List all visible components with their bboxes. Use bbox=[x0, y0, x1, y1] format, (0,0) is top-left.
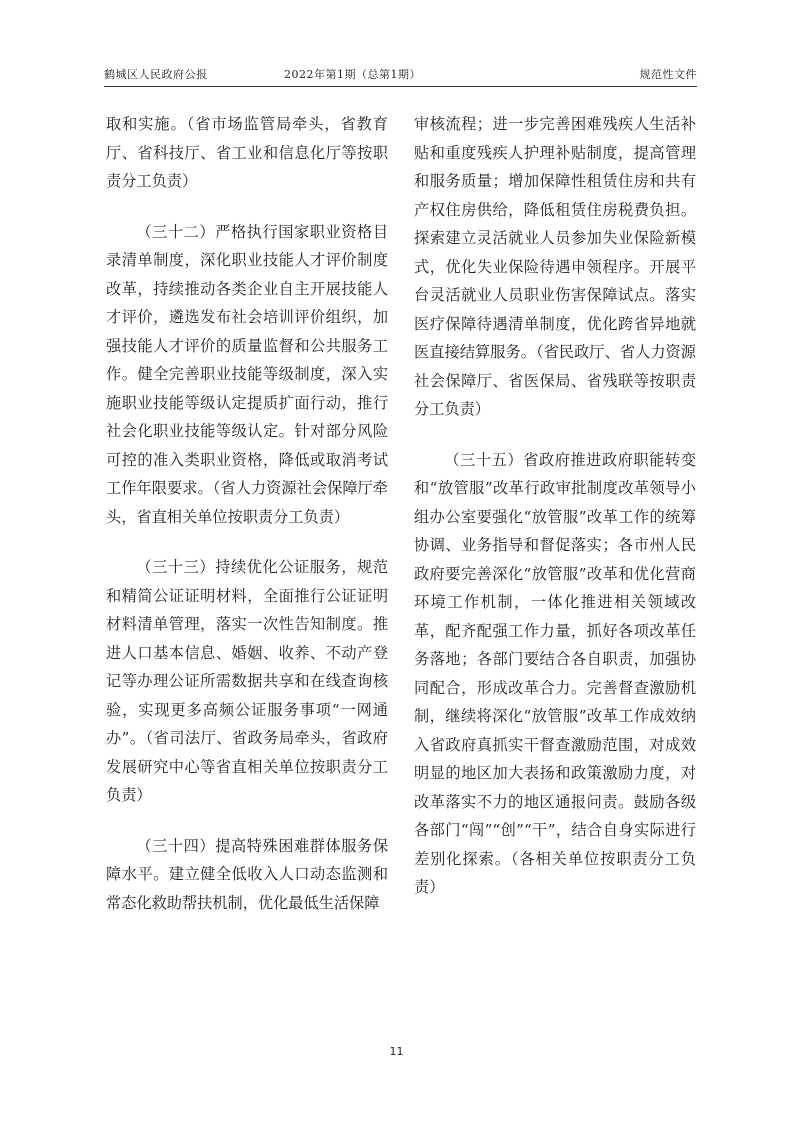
paragraph-34: （三十四）提高特殊困难群体服务保障水平。建立健全低收入人口动态监测和常态化救助帮扶机制，优化最低生活保障 bbox=[106, 836, 388, 912]
paragraph-32: （三十二）严格执行国家职业资格目录清单制度，深化职业技能人才评价制度改革，持续推动各类企业自主开展技能人才评价，遴选发布社会培训评价组织，加强技能人才评价的质量监督和公共服务工作。健全完善职业技能等级制度，深入实施职业技能等级认定提质扩面行动，推行社会化职业技能等级认定。针对部分风险可控的准入类职业资格，降低或取消考试工作年限要求。（省人力资源社会保障厅牵头，省直相关单位按职责分工负责） bbox=[106, 222, 388, 526]
issue-info: 2022年第1期（总第1期） bbox=[284, 68, 421, 81]
page-number: 11 bbox=[389, 1045, 404, 1058]
header-rule bbox=[104, 86, 697, 87]
paragraph-34-continuation: 审核流程；进一步完善困难残疾人生活补贴和重度残疾人护理补贴制度，提高管理和服务质量；增加保障性租赁住房和共有产权住房供给，降低租赁住房税费负担。探索建立灵活就业人员参加失业保险新模式，优化失业保险待遇申领程序。开展平台灵活就业人员职业伤害保障试点。落实医疗保障待遇清单制度，优化跨省异地就医直接结算服务。（省民政厅、省人力资源社会保障厅、省医保局、省残联等按职责分工负责） bbox=[414, 115, 696, 418]
section-name: 规范性文件 bbox=[639, 68, 697, 81]
paragraph-continuation: 取和实施。（省市场监管局牵头，省教育厅、省科技厅、省工业和信息化厅等按职责分工负责） bbox=[106, 115, 388, 190]
left-column bbox=[106, 110, 388, 939]
paragraph-35: （三十五）省政府推进政府职能转变和“放管服”改革行政审批制度改革领导小组办公室要强化“放管服”改革工作的统筹协调、业务指导和督促落实；各市州人民政府要完善深化“放管服”改革和优化营商环境工作机制，一体化推进相关领域改革，配齐配强工作力量，抓好各项改革任务落地；各部门要结合各自职责，加强协同配合，形成改革合力。完善督查激励机制，继续将深化“放管服”改革工作成效纳入省政府真抓实干督查激励范围，对成效明显的地区加大表扬和政策激励力度，对改革落实不力的地区通报问责。鼓励各级各部门“闯”“创”“干”，结合自身实际进行差别化探索。（各相关单位按职责分工负责） bbox=[414, 450, 696, 896]
paragraph-33: （三十三）持续优化公证服务，规范和精简公证证明材料，全面推行公证证明材料清单管理，落实一次性告知制度。推进人口基本信息、婚姻、收养、不动产登记等办理公证所需数据共享和在线查询核验，实现更多高频公证服务事项“一网通办”。（省司法厅、省政务局牵头，省政府发展研究中心等省直相关单位按职责分工负责） bbox=[106, 558, 388, 804]
publication-name: 鹤城区人民政府公报 bbox=[104, 68, 208, 81]
right-column bbox=[414, 110, 696, 924]
running-header bbox=[104, 66, 697, 86]
